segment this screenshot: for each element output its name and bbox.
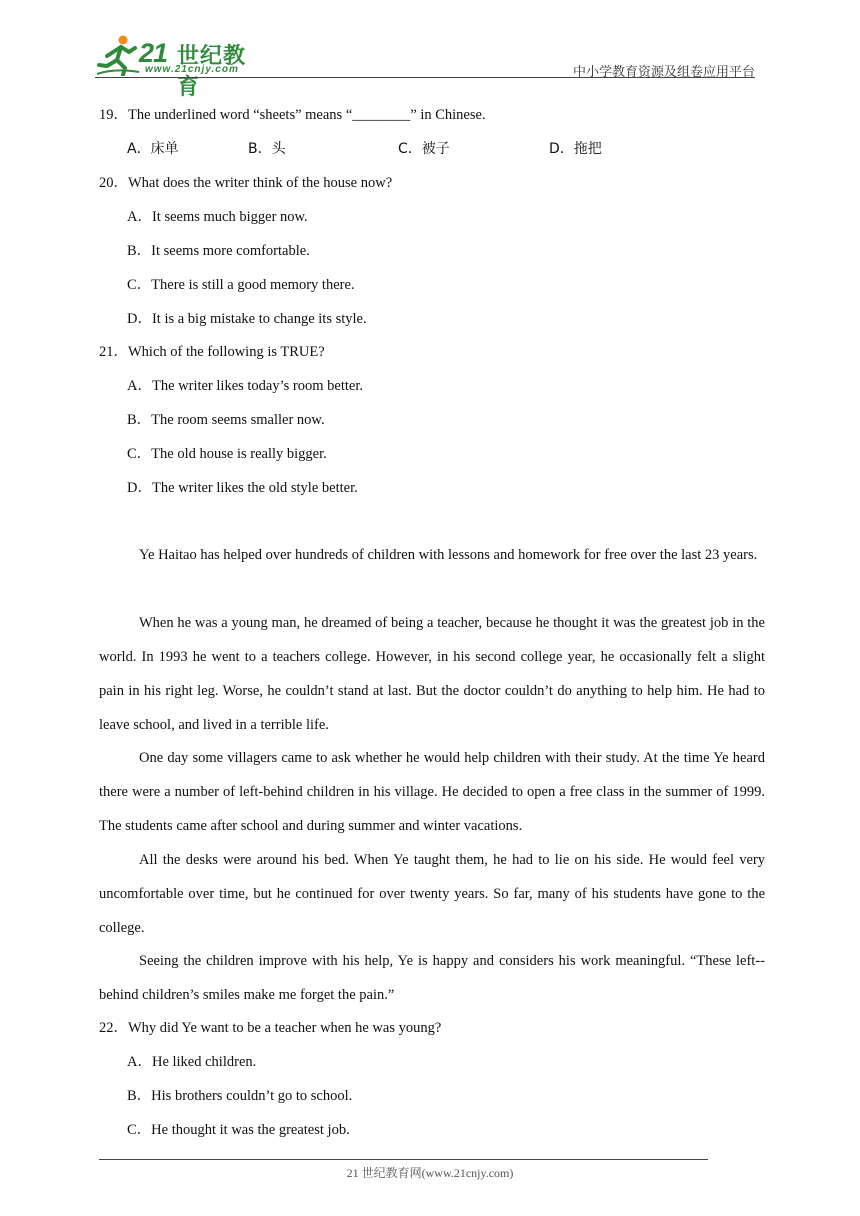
q22-option-a: A．He liked children. bbox=[127, 1054, 257, 1070]
passage-paragraph-1: Ye Haitao has helped over hundreds of children with lessons and homework for free over the last 23 years. bbox=[139, 547, 758, 563]
header-divider bbox=[95, 77, 755, 78]
page-footer[interactable]: 21 世纪教育网(www.21cnjy.com) bbox=[346, 1166, 514, 1180]
question-19-stem: 19．The underlined word “sheets” means “________” in Chinese. bbox=[99, 107, 486, 123]
q20-option-c: C．There is still a good memory there. bbox=[127, 277, 355, 293]
question-20-stem: 20．What does the writer think of the house now? bbox=[99, 175, 393, 191]
question-22-stem: 22．Why did Ye want to be a teacher when he was young? bbox=[99, 1020, 442, 1036]
question-21-stem: 21．Which of the following is TRUE? bbox=[99, 344, 325, 360]
passage-paragraph-5: Seeing the children improve with his help, Ye is happy and considers his work meaningful. “These left--behind children’s smiles make me forget the pain.” bbox=[99, 953, 765, 1003]
page-header bbox=[0, 0, 860, 100]
footer-divider bbox=[99, 1159, 708, 1160]
passage-paragraph-2: When he was a young man, he dreamed of being a teacher, because he thought it was the greatest job in the world. In 1993 he went to a teachers college. However, in his second college year, he occasionally felt a slight pain in his right leg. Worse, he couldn’t stand at last. But the doctor couldn’t do anything to help him. He had to leave school, and lived in a terrible life. bbox=[99, 615, 765, 733]
platform-label: 中小学教育资源及组卷应用平台 bbox=[572, 65, 755, 80]
logo-title: 世纪教育 bbox=[177, 44, 247, 100]
q19-option-d: D．拖把 bbox=[549, 141, 602, 157]
logo-url: www.21cnjy.com bbox=[145, 64, 239, 75]
q19-option-a: A．床单 bbox=[127, 141, 179, 157]
site-logo[interactable] bbox=[95, 34, 265, 100]
q22-option-c: C．He thought it was the greatest job. bbox=[127, 1122, 350, 1138]
q21-option-b: B．The room seems smaller now. bbox=[127, 412, 325, 428]
runner-logo-icon bbox=[95, 34, 141, 76]
q21-option-c: C．The old house is really bigger. bbox=[127, 446, 327, 462]
q21-option-a: A．The writer likes today’s room better. bbox=[127, 378, 363, 394]
q20-option-b: B．It seems more comfortable. bbox=[127, 243, 310, 259]
q20-option-d: D．It is a big mistake to change its style. bbox=[127, 311, 367, 327]
passage-paragraph-4: All the desks were around his bed. When Ye taught them, he had to lie on his side. He would feel very uncomfortable over time, but he continued for over twenty years. So far, many of his students have gone to the college. bbox=[99, 852, 765, 936]
q19-option-b: B．头 bbox=[248, 141, 286, 157]
q22-option-b: B．His brothers couldn’t go to school. bbox=[127, 1088, 353, 1104]
q20-option-a: A．It seems much bigger now. bbox=[127, 209, 308, 225]
q19-option-c: C．被子 bbox=[398, 141, 450, 157]
logo-number: 21 bbox=[139, 38, 168, 68]
q21-option-d: D．The writer likes the old style better. bbox=[127, 480, 358, 496]
passage-paragraph-3: One day some villagers came to ask whether he would help children with their study. At the time Ye heard there were a number of left-behind children in his village. He decided to open a free class in the summer of 1999. The students came after school and during summer and winter vacations. bbox=[99, 750, 765, 834]
